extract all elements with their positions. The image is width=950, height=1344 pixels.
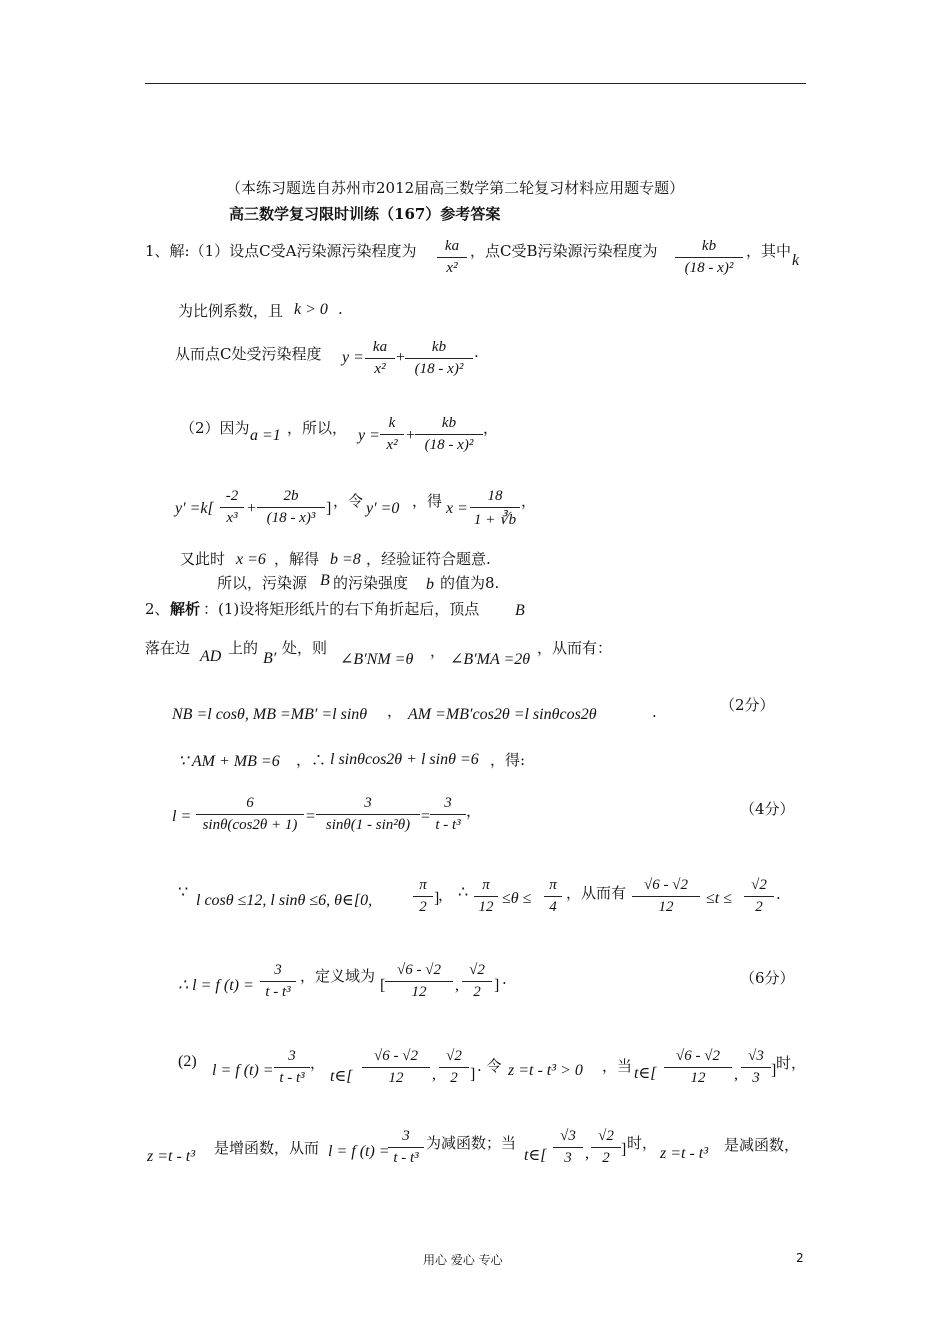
eq-lsin: l sinθcos2θ + l sinθ =6 [330, 751, 479, 768]
comma-9: , [432, 1066, 436, 1083]
score-6: （6分） [740, 969, 795, 987]
s1-line6-b: ，解得 [274, 550, 320, 568]
comma-8: ， [310, 1054, 326, 1072]
jian2-text: 是减函数， [724, 1136, 800, 1154]
comma-6: ， [438, 886, 454, 904]
k-positive: k > 0 [294, 301, 328, 318]
ling-text: ，令 [333, 492, 364, 510]
comma-7: , [455, 977, 459, 994]
bracket-3: ] [470, 1066, 476, 1083]
header-note: （本练习题选自苏州市2012届高三数学第二轮复习材料应用题专题） [226, 179, 685, 197]
de-text: ，得 [412, 492, 443, 510]
bracket-2: ] [494, 977, 500, 994]
plus-sign-3: + [247, 500, 257, 517]
frac-sq62-12-c: $\frac{√6 - √2}{12}$ [362, 1048, 430, 1087]
le-theta-le: ≤θ ≤ [502, 890, 532, 907]
t-in-2: t∈[ [634, 1065, 657, 1082]
zeng-text: 是增函数，从而 [214, 1139, 320, 1157]
comma-3: ， [430, 642, 446, 660]
bracket-5: ] [621, 1141, 627, 1158]
plus-sign: + [396, 349, 406, 366]
s1-line6-c: ，经验证符合题意. [366, 550, 491, 568]
s2-line2-b: 上的 [228, 639, 259, 657]
s2-eq3-d: ，得: [490, 751, 526, 769]
dang-1: ，当 [602, 1057, 633, 1075]
jian-text: 为减函数；当 [426, 1134, 517, 1152]
y-prime-zero: y′ =0 [366, 500, 400, 517]
B-source: B [320, 572, 330, 589]
a-eq-1: a =1 [250, 427, 281, 444]
s1-line1-b: ，点C受B污染源污染程度为 [470, 242, 658, 260]
header-rule [145, 83, 806, 84]
frac-sq62-12-d: $\frac{√6 - √2}{12}$ [664, 1048, 732, 1087]
s2-eq3-b: ，∴ [296, 751, 327, 769]
angle-BMA: ∠B′MA =2θ [450, 651, 531, 668]
frac-3-sin: $\frac{3}{\text{sinθ(1 - sin²θ)}}$ [316, 795, 420, 834]
eq-NB-MB: NB =l cosθ, MB =MB′ =l sinθ [172, 706, 368, 723]
score-4: （4分） [740, 800, 795, 818]
plus-sign-2: + [406, 427, 416, 444]
frac-kb-18x2-b: $\frac{kb}{\text{(18 - x)²}}$ [405, 339, 473, 378]
s1-line3-a: 从而点C处受污染程度 [175, 345, 322, 363]
frac-ka-x2: $\frac{ka}{\text{x²}}$ [437, 238, 467, 277]
s1-line1-c: ，其中 [746, 242, 792, 260]
s2-jiexi: 解析 [170, 600, 201, 618]
hence-text: ，从而有 [566, 884, 627, 902]
frac-kb-18x2: $\frac{kb}{\text{(18 - x)²}}$ [675, 238, 743, 277]
frac-ka-x2-b: $\frac{ka}{\text{x²}}$ [365, 339, 395, 378]
cond-ineq: l cosθ ≤12, l sinθ ≤6, θ∈[0, [196, 892, 373, 909]
page-title: 高三数学复习限时训练（167）参考答案 [229, 205, 501, 223]
score-2: （2分） [720, 696, 775, 714]
B-prime: B′ [263, 650, 277, 667]
y-eq: y = [342, 349, 364, 366]
le-t-le: ≤t ≤ [706, 890, 733, 907]
therefore-1: ∴ [458, 884, 469, 901]
comma-4: ， [387, 702, 403, 720]
z-eq-3: z =t - t³ [660, 1145, 709, 1162]
frac-pi-4: $\frac{\pi}{4}$ [544, 877, 562, 916]
bracket-1: ] [434, 890, 440, 907]
dot-3: . [502, 970, 507, 988]
s1-line2-b: . [338, 300, 343, 318]
eq-AM-MB-6: ∵ AM + MB =6 [178, 753, 280, 770]
frac-sq2-2-d: $\frac{√2}{2}$ [591, 1128, 621, 1167]
s2-line1-b: ：(1)设将矩形纸片的右下角折起后，顶点 [203, 600, 480, 618]
frac-3-t-d: $\frac{3}{\text{t - t³}}$ [388, 1128, 424, 1167]
frac-m2-x3: $\frac{-2}{\text{x³}}$ [220, 488, 244, 527]
domain-text: ，定义域为 [300, 967, 376, 985]
angle-BNM: ∠B′NM =θ [340, 651, 414, 668]
l-eq: l = [172, 808, 192, 825]
frac-sq2-2-b: $\frac{√2}{2}$ [462, 962, 492, 1001]
s1-line4-b: ，所以， [287, 419, 348, 437]
s2-line2-d: ，从而有： [537, 639, 613, 657]
s1-line7-b: 的污染强度 [333, 574, 409, 592]
shi-2: 时， [627, 1134, 658, 1152]
frac-pi-12: $\frac{\pi}{12}$ [474, 877, 498, 916]
dot-2: . [776, 885, 781, 903]
l-func-3: l = f (t) = [328, 1143, 390, 1160]
frac-kb-18x2-c: $\frac{kb}{\text{(18 - x)²}}$ [415, 415, 483, 454]
right-bracket: ] [326, 500, 332, 517]
k-symbol: k [792, 252, 800, 269]
y-eq-2: y = [358, 427, 380, 444]
s1-line6-a: 又此时 [180, 550, 226, 568]
frac-sq3-3: $\frac{√3}{3}$ [741, 1048, 771, 1087]
s1-line3-b: . [474, 343, 479, 361]
eq-sign-1: = [306, 808, 316, 825]
s2-line2-a: 落在边 [145, 639, 191, 657]
dot-1: . [652, 703, 657, 721]
frac-3-t-b: $\frac{3}{\text{t - t³}}$ [260, 962, 296, 1001]
s1-line7-a: 所以，污染源 [217, 574, 308, 592]
b-eq-8: b =8 [330, 551, 361, 568]
s2-line1-a: 2、 [145, 600, 170, 618]
frac-sq2-2-c: $\frac{√2}{2}$ [439, 1048, 469, 1087]
frac-3-t: $\frac{3}{\text{t - t³}}$ [430, 795, 466, 834]
comma-10: , [734, 1066, 738, 1083]
vertex-B: B [515, 602, 525, 619]
comma-1: ， [483, 419, 499, 437]
l-func-2: l = f (t) = [212, 1062, 274, 1079]
s1-line1-a: 1、解:（1）设点C受A污染源污染程度为 [145, 242, 417, 260]
frac-sq2-2: $\frac{√2}{2}$ [744, 877, 774, 916]
frac-2b-18x3: $\frac{2b}{\text{(18 - x)³}}$ [257, 488, 325, 527]
eq-AM: AM =MB′cos2θ =l sinθcos2θ [408, 706, 597, 723]
frac-pi-2: $\frac{\pi}{2}$ [413, 877, 433, 916]
page-number: 2 [796, 1251, 804, 1265]
frac-sq3-3-b: $\frac{√3}{3}$ [553, 1128, 583, 1167]
z-eq-2: z =t - t³ [147, 1148, 196, 1165]
frac-3-t-c: $\frac{3}{\text{t - t³}}$ [274, 1048, 310, 1087]
x-eq: x = [446, 500, 468, 517]
b-symbol: b [426, 576, 434, 593]
bracket-4: ] [771, 1062, 777, 1079]
t-in-3: t∈[ [524, 1147, 547, 1164]
lbracket-1: [ [380, 977, 386, 994]
edge-AD: AD [200, 648, 222, 665]
s2-line2-c: 处，则 [282, 639, 328, 657]
x-eq-6: x =6 [236, 551, 266, 568]
s1-line2-a: 为比例系数，且 [178, 302, 284, 320]
part-2: (2) [178, 1053, 197, 1070]
t-in-1: t∈[ [330, 1068, 353, 1085]
s1-line4-a: （2）因为 [180, 419, 250, 437]
frac-sq62-12-b: $\frac{√6 - √2}{12}$ [385, 962, 453, 1001]
ling-2: . 令 [477, 1057, 502, 1075]
z-eq-1: z =t - t³ > 0 [508, 1062, 583, 1079]
frac-6-sincos: $\frac{6}{\sin\theta(\cos 2\theta + 1)}$ [196, 795, 304, 834]
comma-2: ， [521, 492, 537, 510]
comma-5: ， [466, 802, 482, 820]
frac-18-cbrt: $\frac{18}{1 + ∛b}$ [470, 488, 520, 529]
shi-1: 时， [776, 1054, 807, 1072]
since-1: ∵ [178, 884, 189, 901]
comma-11: , [585, 1145, 589, 1162]
eq-sign-2: = [421, 808, 431, 825]
footer-center: 用心 爱心 专心 [423, 1253, 503, 1267]
frac-sq62-12: $\frac{√6 - √2}{12}$ [632, 877, 700, 916]
y-prime-eq: y′ =k[ [175, 500, 214, 517]
l-func: ∴ l = f (t) = [178, 977, 254, 994]
frac-k-x2: $\frac{k}{\text{x²}}$ [380, 415, 404, 454]
s1-line7-c: 的值为8. [440, 574, 500, 592]
